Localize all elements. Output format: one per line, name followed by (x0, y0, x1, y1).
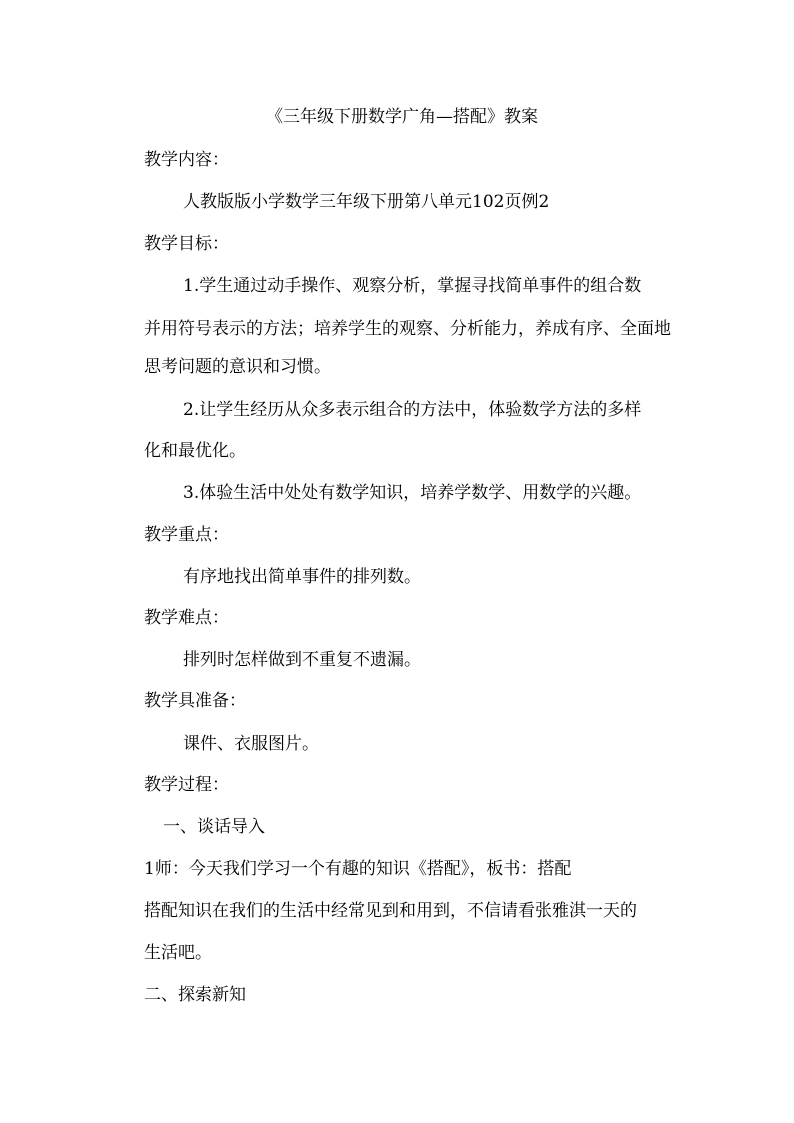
paragraph-line: 化和最优化。 (144, 441, 246, 461)
subsection-heading: 一、谈话导入 (163, 817, 265, 837)
section-heading-difficulty: 教学难点： (144, 608, 229, 628)
paragraph-line: 有序地找出简单事件的排列数。 (183, 567, 421, 587)
paragraph-line: 人教版版小学数学三年级下册第八单元102页例2 (183, 192, 550, 212)
section-heading-process: 教学过程： (144, 775, 229, 795)
paragraph-line: 思考问题的意识和习惯。 (144, 357, 331, 377)
paragraph-line: 课件、衣服图片。 (183, 734, 319, 754)
section-heading-materials: 教学具准备： (144, 691, 246, 711)
paragraph-line: 排列时怎样做到不重复不遗漏。 (183, 650, 421, 670)
document-title: 《三年级下册数学广角—搭配》教案 (266, 107, 538, 127)
section-heading-key-point: 教学重点： (144, 525, 229, 545)
paragraph-line: 1师：今天我们学习一个有趣的知识《搭配》，板书：搭配 (144, 859, 572, 879)
subsection-heading: 二、探索新知 (144, 985, 246, 1005)
paragraph-line: 搭配知识在我们的生活中经常见到和用到，不信请看张雅淇一天的 (144, 901, 637, 921)
paragraph-line: 1.学生通过动手操作、观察分析，掌握寻找简单事件的组合数 (183, 276, 642, 296)
paragraph-line: 2.让学生经历从众多表示组合的方法中，体验数学方法的多样 (183, 400, 642, 420)
paragraph-line: 生活吧。 (144, 943, 212, 963)
section-heading-content: 教学内容： (144, 150, 229, 170)
paragraph-line: 3.体验生活中处处有数学知识，培养学数学、用数学的兴趣。 (183, 483, 642, 503)
section-heading-goals: 教学目标： (144, 234, 229, 254)
paragraph-line: 并用符号表示的方法；培养学生的观察、分析能力，养成有序、全面地 (144, 319, 671, 339)
